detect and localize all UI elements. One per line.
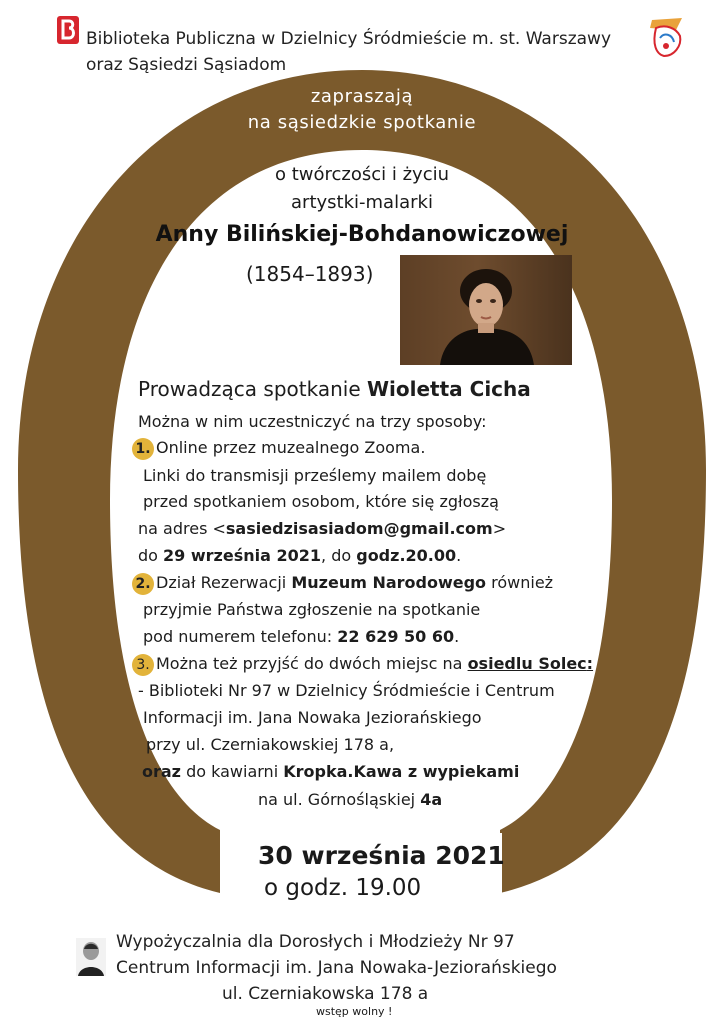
patron-photo <box>76 938 106 976</box>
cafe-name: Kropka.Kawa z wypiekami <box>283 762 520 781</box>
email-prefix: na adres < <box>138 519 226 538</box>
way-1-line-4 <box>138 519 506 538</box>
artist-portrait <box>400 255 572 365</box>
event-day: 30 września 2021 <box>258 841 505 870</box>
email-suffix: > <box>492 519 507 538</box>
artist-name: Anny Bilińskiej-Bohdanowiczowej <box>155 222 569 247</box>
cafe-address: na ul. Górnośląskiej <box>258 790 416 809</box>
artist-years: (1854–1893) <box>246 262 374 286</box>
way-2-prefix: Dział Rezerwacji <box>156 573 287 592</box>
way-1-number: 1. <box>132 438 154 460</box>
way-3-line-4: przy ul. Czerniakowskiej 178 a, <box>146 735 395 754</box>
oraz-word: oraz <box>142 762 181 781</box>
event-time: o godz. 19.00 <box>264 875 422 901</box>
cafe-prefix: do kawiarni <box>186 762 279 781</box>
way-3-line-1 <box>138 654 593 676</box>
way-3-line-5 <box>142 762 519 781</box>
portrait-figure <box>400 255 572 365</box>
way-3-line-2: - Biblioteki Nr 97 w Dzielnicy Śródmieście i Centrum <box>138 681 555 700</box>
way-2-suffix: również <box>491 573 554 592</box>
way-1-line-5 <box>138 546 461 565</box>
ways-intro: Można w nim uczestniczyć na trzy sposoby: <box>138 412 487 431</box>
patron-photo-icon <box>76 938 106 976</box>
way-1-line-3: przed spotkaniem osobom, które się zgłoszą <box>143 492 499 511</box>
footer-line-2: Centrum Informacji im. Jana Nowaka-Jeziorańskiego <box>116 958 557 978</box>
way-2-line-1 <box>135 573 554 595</box>
free-entry: wstęp wolny ! <box>316 1005 393 1018</box>
museum-name: Muzeum Narodowego <box>291 573 487 592</box>
topic-line-2: artystki-malarki <box>291 192 433 213</box>
host-name: Wioletta Cicha <box>366 377 531 401</box>
way-3-number: 3. <box>132 654 154 676</box>
library-logo-icon <box>57 16 79 44</box>
way-2-line-3 <box>143 627 459 646</box>
phone-prefix: pod numerem telefonu: <box>143 627 333 646</box>
way-1-text: Online przez muzealnego Zooma. <box>156 438 426 457</box>
way-3-line-3: Informacji im. Jana Nowaka Jeziorańskiego <box>143 708 482 727</box>
way-2-number: 2. <box>132 573 154 595</box>
estate-colon: : <box>586 654 594 673</box>
deadline-time: godz.20.00 <box>356 546 457 565</box>
header-line-1: Biblioteka Publiczna w Dzielnicy Śródmieście m. st. Warszawy <box>86 29 611 49</box>
footer-line-1: Wypożyczalnia dla Dorosłych i Młodzieży Nr 97 <box>116 932 515 952</box>
host-prefix: Prowadząca spotkanie <box>138 377 361 401</box>
way-2-line-2: przyjmie Państwa zgłoszenie na spotkanie <box>143 600 481 619</box>
event-date-box <box>240 833 505 911</box>
deadline-end: . <box>456 546 462 565</box>
cafe-address-number: 4a <box>420 790 443 809</box>
way-1-line-2: Linki do transmisji prześlemy mailem dobę <box>143 466 487 485</box>
invite-line-1: zapraszają <box>310 86 414 107</box>
sasiedzi-logo-icon <box>646 14 688 60</box>
way-1-line-1 <box>135 438 426 460</box>
invite-line-2: na sąsiedzkie spotkanie <box>247 112 477 133</box>
estate-link[interactable]: osiedlu Solec <box>467 654 587 673</box>
phone-number[interactable]: 22 629 50 60 <box>337 627 455 646</box>
topic-line-1: o twórczości i życiu <box>274 164 449 185</box>
deadline-mid: , do <box>321 546 352 565</box>
phone-suffix: . <box>454 627 460 646</box>
way-3-line-6 <box>258 790 442 809</box>
email-address[interactable]: sasiedzisasiadom@gmail.com <box>225 519 493 538</box>
deadline-date: 29 września 2021 <box>163 546 322 565</box>
host-line <box>138 377 531 401</box>
deadline-prefix: do <box>138 546 158 565</box>
library-logo <box>57 16 79 44</box>
footer-line-3: ul. Czerniakowska 178 a <box>222 984 429 1004</box>
header-line-2: oraz Sąsiedzi Sąsiadom <box>86 55 287 75</box>
way-3-prefix: Można też przyjść do dwóch miejsc na <box>156 654 463 673</box>
